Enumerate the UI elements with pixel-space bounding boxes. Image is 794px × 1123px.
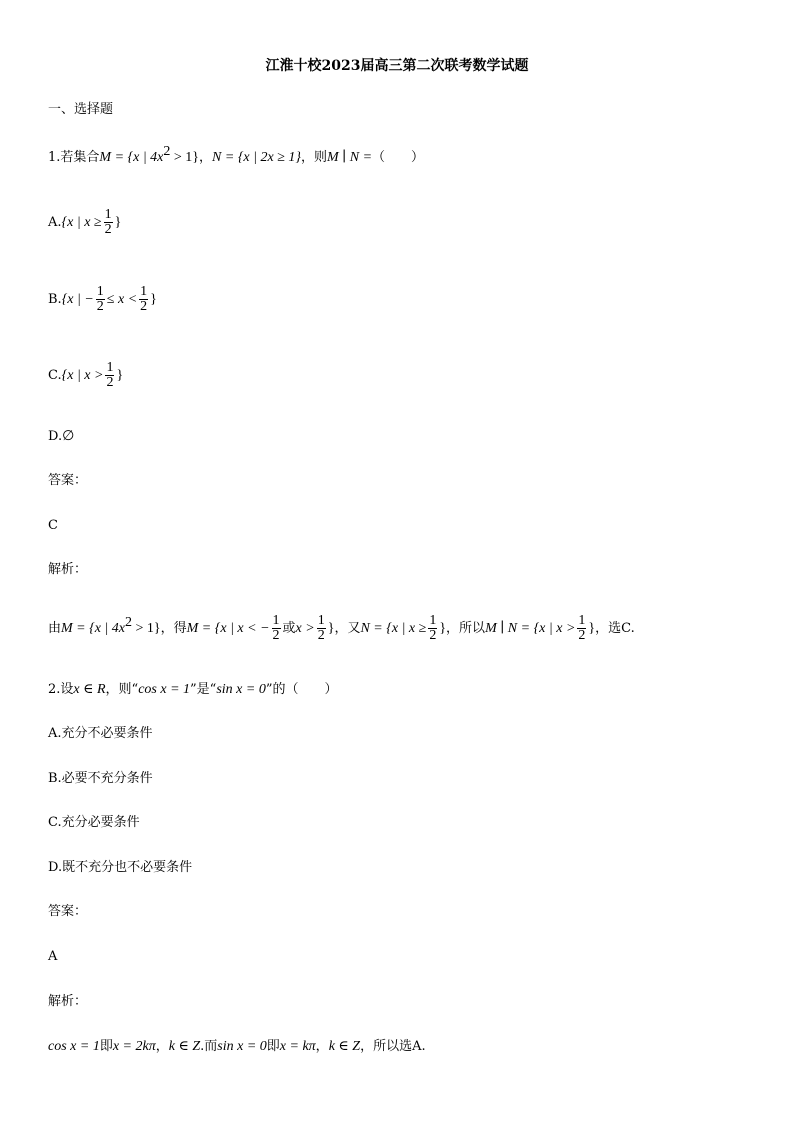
q1-sep: ， [199,150,213,165]
frac-num: 1 [429,613,437,628]
frac-den: 2 [578,628,586,643]
q1-option-a [48,205,121,241]
q2-sol-sin: sin x = 0 [217,1039,267,1054]
frac-num: 1 [317,613,325,628]
q2-sin: sin x = 0 [216,682,266,697]
q1-stem-prefix: 1.若集合 [48,150,100,165]
q1-opt-b-frac1 [96,285,105,314]
q2-answer: A [48,949,58,964]
q1-opt-b-mid: ≤ x < [106,292,138,307]
frac-den: 2 [317,628,325,643]
q2-sol-x2: x = kπ [279,1039,316,1054]
q2-solution [48,1037,426,1057]
frac-num: 1 [578,613,586,628]
q1-answer: C [48,518,58,533]
close-brace: } [116,368,124,383]
q2-sol-x1: x = 2kπ [112,1039,156,1054]
q1-opt-b-set: {x | − [61,292,94,307]
q2-sol-er: .而 [200,1039,218,1054]
q1-paren: （ ） [372,150,425,165]
q1-m-def: M = {x | 4x [99,150,164,165]
q2-sol-comma2: ， [315,1039,329,1054]
q2-sol-end: ，所以选A. [360,1039,426,1054]
sol-frac1 [272,614,281,643]
q1-then: ，则 [300,150,327,165]
q1-opt-a-prefix: A. [48,215,62,230]
frac-den: 2 [429,628,437,643]
sol-m-tail: > 1} [132,621,161,636]
q2-answer-label: 答案： [48,904,88,919]
q1-n-def: N = {x | 2x ≥ 1} [212,150,301,165]
q1-opt-c-prefix: C. [48,368,62,383]
q2-option-d: D.既不充分也不必要条件 [48,860,193,875]
q2-sol-ji: 即 [99,1039,113,1054]
frac-den: 2 [272,628,280,643]
frac-num: 1 [272,613,280,628]
q2-stem-prefix: 2.设 [48,682,74,697]
close-brace: } [327,621,335,636]
sol-you2: ，又 [334,621,361,636]
q1-opt-b-frac2 [139,285,148,314]
sol-de: ，得 [160,621,187,636]
frac-num: 1 [106,360,114,375]
close-brace: } [439,621,447,636]
close-brace: } [114,215,122,230]
close-brace: } [150,292,157,307]
q1-solution [48,611,635,647]
q2-stem [48,680,337,700]
q2-option-b: B.必要不充分条件 [48,771,153,786]
frac-den: 2 [140,299,148,314]
q1-stem [48,144,425,168]
frac-den: 2 [96,299,104,314]
q2-is: ”是“ [190,682,217,697]
sol-or: 或 [282,621,296,636]
q1-opt-c-frac [105,361,114,390]
sol-frac3 [428,614,437,643]
close-brace: } [588,621,596,636]
sol-frac2 [317,614,326,643]
sol-x: x > [295,621,315,636]
q1-option-b [48,282,157,318]
q2-sol-ji2: 即 [266,1039,280,1054]
q1-opt-d-prefix: D. [48,429,63,444]
q2-sol-kz: k ∈ Z [168,1039,201,1054]
sol-m: M = {x | 4x [61,621,125,636]
q2-sol-cos: cos x = 1 [48,1039,100,1054]
frac-num: 1 [140,284,148,299]
frac-num: 1 [104,207,112,222]
sol-m-sup: 2 [125,615,132,630]
q1-analysis-label: 解析： [48,562,88,577]
q1-opt-b-prefix: B. [48,292,62,307]
q2-sol-kz2: k ∈ Z [328,1039,361,1054]
q1-answer-label: 答案： [48,473,88,488]
sol-end: ，选C. [595,621,635,636]
frac-den: 2 [106,375,114,390]
q1-opt-c-set: {x | x > [61,368,104,383]
sol-you: 由 [48,621,62,636]
sol-suoyi: ，所以 [446,621,486,636]
q1-opt-a-frac [104,208,113,237]
q2-sol-comma: ， [155,1039,169,1054]
q1-m-def-tail: > 1} [170,150,200,165]
frac-num: 1 [96,284,104,299]
sol-m2: M = {x | x < − [186,621,270,636]
q1-expr: M ∣ N = [327,150,373,165]
q2-analysis-label: 解析： [48,994,88,1009]
section-heading: 一、选择题 [48,102,114,117]
sol-n: N = {x | x ≥ [360,621,427,636]
q2-option-c: C.充分必要条件 [48,815,140,830]
q2-cond: x ∈ R [73,682,106,697]
q1-option-d [48,427,74,447]
page-title: 江淮十校2023届高三第二次联考数学试题 [265,58,529,74]
frac-den: 2 [104,222,112,237]
q1-m-sup: 2 [163,144,171,159]
empty-set-symbol: ∅ [62,429,75,444]
q2-option-a: A.充分不必要条件 [48,726,153,741]
sol-frac4 [577,614,586,643]
q1-option-c [48,358,123,394]
q2-de: ”的（ ） [265,682,338,697]
q2-cos: cos x = 1 [138,682,191,697]
q2-then: ，则“ [105,682,139,697]
sol-mn: M ∣ N = {x | x > [485,621,576,636]
q1-opt-a-set: {x | x ≥ [61,215,102,230]
